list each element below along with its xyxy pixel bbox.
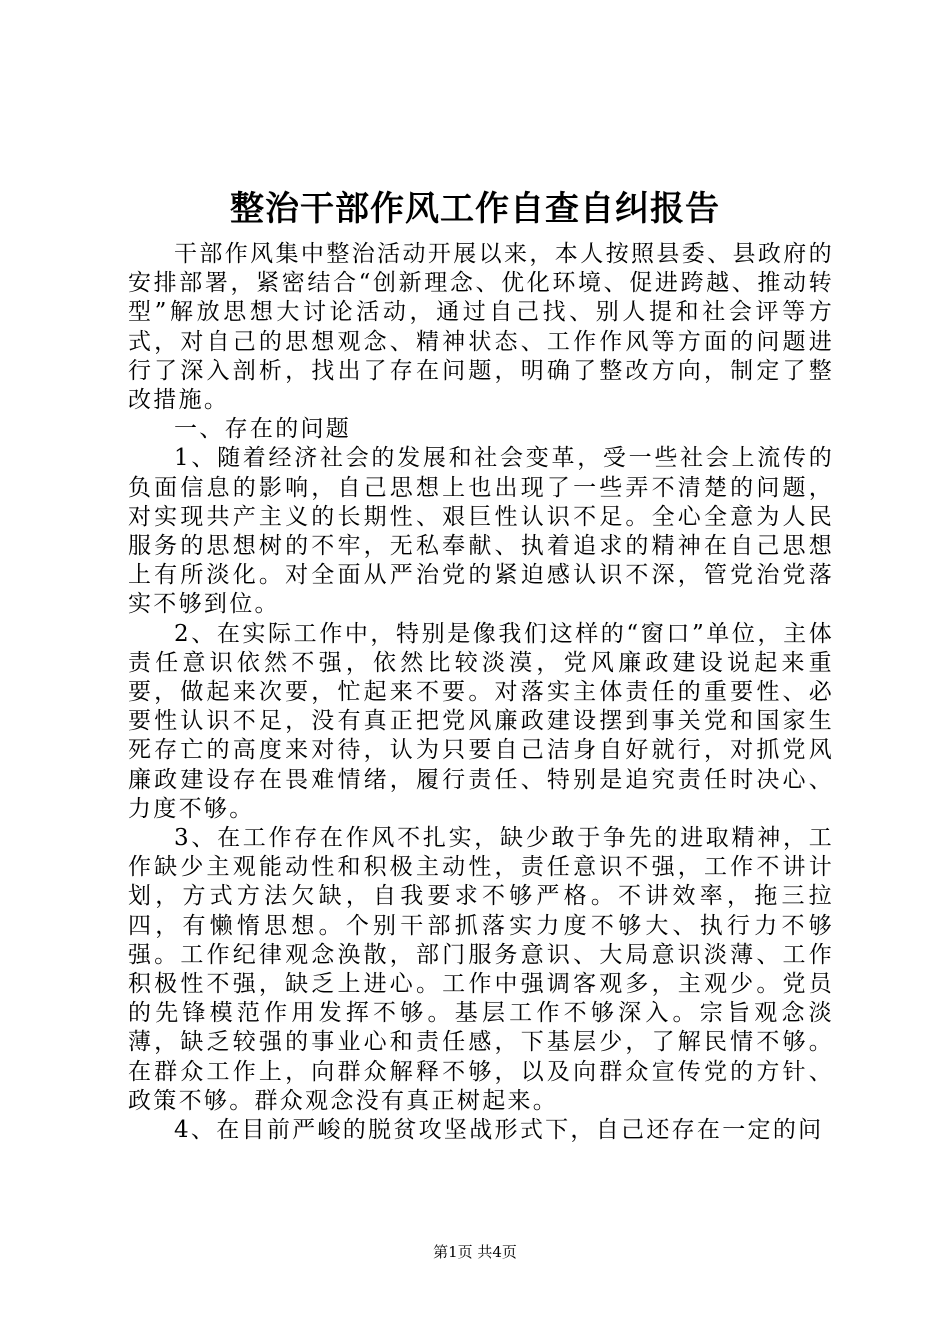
document-body xyxy=(128,240,834,1145)
paragraph-item-1: 1、随着经济社会的发展和社会变革，受一些社会上流传的负面信息的影响，自己思想上也出现了一些弄不清楚的问题，对实现共产主义的长期性、艰巨性认识不足。全心全意为人民服务的思想树的不牢，无私奉献、执着追求的精神在自己思想上有所淡化。对全面从严治党的紧迫感认识不深，管党治党落实不够到位。 xyxy=(128,445,834,618)
paragraph-item-3: 3、在工作存在作风不扎实，缺少敢于争先的进取精神，工作缺少主观能动性和积极主动性，责任意识不强，工作不讲计划，方式方法欠缺，自我要求不够严格。不讲效率，拖三拉四，有懒惰思想。个别干部抓落实力度不够大、执行力不够强。工作纪律观念涣散，部门服务意识、大局意识淡薄、工作积极性不强，缺乏上进心。工作中强调客观多，主观少。党员的先锋模范作用发挥不够。基层工作不够深入。宗旨观念淡薄，缺乏较强的事业心和责任感，下基层少，了解民情不够。在群众工作上，向群众解释不够，以及向群众宣传党的方针、政策不够。群众观念没有真正树起来。 xyxy=(128,825,834,1114)
paragraph-intro: 干部作风集中整治活动开展以来，本人按照县委、县政府的安排部署，紧密结合“创新理念、优化环境、促进跨越、推动转型”解放思想大讨论活动，通过自己找、别人提和社会评等方式，对自己的思想观念、精神状态、工作作风等方面的问题进行了深入剖析，找出了存在问题，明确了整改方向，制定了整改措施。 xyxy=(128,241,834,414)
paragraph-item-4: 4、在目前严峻的脱贫攻坚战形式下，自己还存在一定的问 xyxy=(174,1117,824,1144)
section-heading-problems: 一、存在的问题 xyxy=(174,416,352,443)
paragraph-item-2: 2、在实际工作中，特别是像我们这样的“窗口”单位，主体责任意识依然不强，依然比较淡漠，党风廉政建设说起来重要，做起来次要，忙起来不要。对落实主体责任的重要性、必要性认识不足，没有真正把党风廉政建设摆到事关党和国家生死存亡的高度来对待，认为只要自己洁身自好就行，对抓党风廉政建设存在畏难情绪，履行责任、特别是追究责任时决心、力度不够。 xyxy=(128,620,834,822)
document-title: 整治干部作风工作自查自纠报告 xyxy=(230,189,720,229)
page-footer: 第1页 共4页 xyxy=(433,1243,517,1261)
